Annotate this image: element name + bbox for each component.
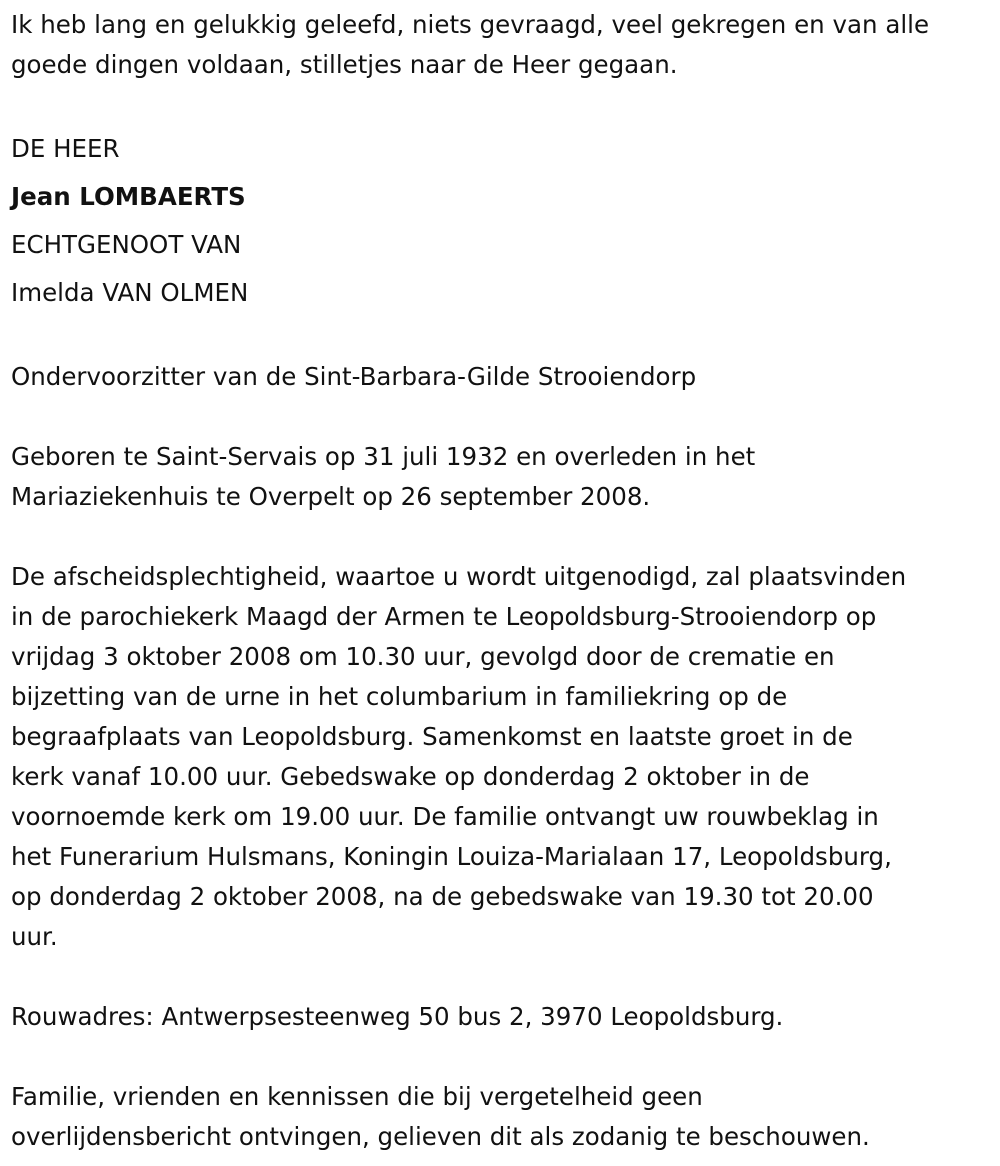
role-line: Ondervoorzitter van de Sint-Barbara-Gilde Strooiendorp — [11, 362, 697, 391]
ceremony-line: op donderdag 2 oktober 2008, na de gebedswake van 19.30 tot 20.00 — [11, 882, 874, 911]
birth-death-line: Geboren te Saint-Servais op 31 juli 1932 en overleden in het — [11, 442, 756, 471]
spacer — [11, 1037, 996, 1077]
spacer — [11, 397, 996, 437]
ceremony-line: uur. — [11, 922, 58, 951]
deceased-block — [11, 125, 996, 317]
ceremony-line: begraafplaats van Leopoldsburg. Samenkomst en laatste groet in de — [11, 722, 853, 751]
death-notice — [11, 5, 996, 1157]
ceremony-line: bijzetting van de urne in het columbarium in familiekring op de — [11, 682, 788, 711]
ceremony-line: in de parochiekerk Maagd der Armen te Leopoldsburg-Strooiendorp op — [11, 602, 877, 631]
ceremony-line: vrijdag 3 oktober 2008 om 10.30 uur, gevolgd door de crematie en — [11, 642, 835, 671]
ceremony-line: voornoemde kerk om 19.00 uur. De familie ontvangt uw rouwbeklag in — [11, 802, 879, 831]
relation-label: ECHTGENOOT VAN — [11, 230, 242, 259]
closing-paragraph — [11, 1077, 996, 1157]
ceremony-line: De afscheidsplechtigheid, waartoe u wordt uitgenodigd, zal plaatsvinden — [11, 562, 907, 591]
intro-line: Ik heb lang en gelukkig geleefd, niets gevraagd, veel gekregen en van alle — [11, 10, 930, 39]
intro-line: goede dingen voldaan, stilletjes naar de Heer gegaan. — [11, 50, 678, 79]
spacer — [11, 85, 996, 125]
deceased-name: Jean LOMBAERTS — [11, 182, 246, 211]
ceremony-paragraph — [11, 557, 996, 957]
spacer — [11, 317, 996, 357]
spacer — [11, 957, 996, 997]
ceremony-line: kerk vanaf 10.00 uur. Gebedswake op donderdag 2 oktober in de — [11, 762, 810, 791]
intro-paragraph — [11, 5, 996, 85]
birth-death-paragraph — [11, 437, 996, 517]
spacer — [11, 517, 996, 557]
address-paragraph — [11, 997, 996, 1037]
closing-line: Familie, vrienden en kennissen die bij vergetelheid geen — [11, 1082, 703, 1111]
deceased-title: DE HEER — [11, 134, 120, 163]
closing-line: overlijdensbericht ontvingen, gelieven dit als zodanig te beschouwen. — [11, 1122, 870, 1151]
birth-death-line: Mariaziekenhuis te Overpelt op 26 september 2008. — [11, 482, 651, 511]
spouse-name: Imelda VAN OLMEN — [11, 278, 249, 307]
address-line: Rouwadres: Antwerpsesteenweg 50 bus 2, 3970 Leopoldsburg. — [11, 1002, 784, 1031]
role-paragraph — [11, 357, 996, 397]
ceremony-line: het Funerarium Hulsmans, Koningin Louiza-Marialaan 17, Leopoldsburg, — [11, 842, 892, 871]
